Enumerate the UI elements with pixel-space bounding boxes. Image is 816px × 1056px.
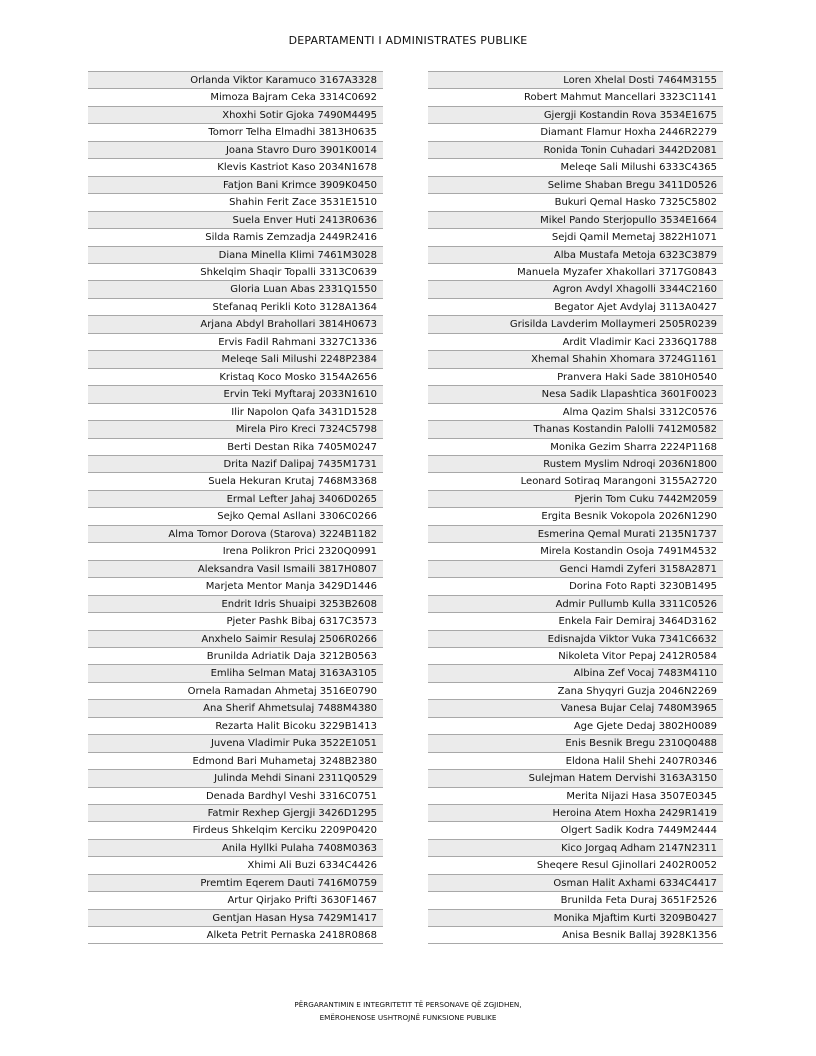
list-item: Albina Zef Vocaj 7483M4110 — [428, 664, 723, 681]
list-item: Kristaq Koco Mosko 3154A2656 — [88, 368, 383, 385]
list-item: Mikel Pando Sterjopullo 3534E1664 — [428, 211, 723, 228]
footer-line-2: EMËROHENOSE USHTROJNË FUNKSIONE PUBLIKE — [319, 1013, 497, 1022]
list-item: Olgert Sadik Kodra 7449M2444 — [428, 821, 723, 838]
list-item: Nesa Sadik Llapashtica 3601F0023 — [428, 385, 723, 402]
list-item: Xhemal Shahin Xhomara 3724G1161 — [428, 350, 723, 367]
list-item: Alba Mustafa Metoja 6323C3879 — [428, 246, 723, 263]
list-item: Enkela Fair Demiraj 3464D3162 — [428, 612, 723, 629]
list-item: Anxhelo Saimir Resulaj 2506R0266 — [88, 630, 383, 647]
list-item: Agron Avdyl Xhagolli 3344C2160 — [428, 280, 723, 297]
list-item: Klevis Kastriot Kaso 2034N1678 — [88, 158, 383, 175]
list-item: Irena Polikron Prici 2320Q0991 — [88, 542, 383, 559]
list-item: Merita Nijazi Hasa 3507E0345 — [428, 787, 723, 804]
list-item: Artur Qirjako Prifti 3630F1467 — [88, 891, 383, 908]
list-item: Drita Nazif Dalipaj 7435M1731 — [88, 455, 383, 472]
list-item: Bukuri Qemal Hasko 7325C5802 — [428, 193, 723, 210]
list-item: Xhimi Ali Buzi 6334C4426 — [88, 856, 383, 873]
list-item: Alketa Petrit Pernaska 2418R0868 — [88, 926, 383, 943]
list-item: Ornela Ramadan Ahmetaj 3516E0790 — [88, 682, 383, 699]
list-item: Sejdi Qamil Memetaj 3822H1071 — [428, 228, 723, 245]
list-item: Rezarta Halit Bicoku 3229B1413 — [88, 717, 383, 734]
list-item: Ermal Lefter Jahaj 3406D0265 — [88, 490, 383, 507]
list-item: Zana Shyqyri Guzja 2046N2269 — [428, 682, 723, 699]
list-item: Firdeus Shkelqim Kerciku 2209P0420 — [88, 821, 383, 838]
list-item: Kico Jorgaq Adham 2147N2311 — [428, 839, 723, 856]
list-item: Mirela Piro Kreci 7324C5798 — [88, 420, 383, 437]
list-item: Fatjon Bani Krimce 3909K0450 — [88, 176, 383, 193]
list-item: Denada Bardhyl Veshi 3316C0751 — [88, 787, 383, 804]
list-item: Ervis Fadil Rahmani 3327C1336 — [88, 333, 383, 350]
list-item: Grisilda Lavderim Mollaymeri 2505R0239 — [428, 315, 723, 332]
list-item: Gloria Luan Abas 2331Q1550 — [88, 280, 383, 297]
list-item: Meleqe Sali Milushi 6333C4365 — [428, 158, 723, 175]
list-item: Thanas Kostandin Palolli 7412M0582 — [428, 420, 723, 437]
list-item: Sulejman Hatem Dervishi 3163A3150 — [428, 769, 723, 786]
list-item: Alma Qazim Shalsi 3312C0576 — [428, 403, 723, 420]
list-item: Shkelqim Shaqir Topalli 3313C0639 — [88, 263, 383, 280]
list-item: Orlanda Viktor Karamuco 3167A3328 — [88, 71, 383, 88]
list-item: Alma Tomor Dorova (Starova) 3224B1182 — [88, 525, 383, 542]
list-item: Nikoleta Vitor Pepaj 2412R0584 — [428, 647, 723, 664]
list-item: Ergita Besnik Vokopola 2026N1290 — [428, 507, 723, 524]
list-item: Brunilda Feta Duraj 3651F2526 — [428, 891, 723, 908]
list-item: Ana Sherif Ahmetsulaj 7488M4380 — [88, 699, 383, 716]
list-item: Mimoza Bajram Ceka 3314C0692 — [88, 88, 383, 105]
list-item: Heroina Atem Hoxha 2429R1419 — [428, 804, 723, 821]
list-item: Enis Besnik Bregu 2310Q0488 — [428, 734, 723, 751]
list-item: Sejko Qemal Asllani 3306C0266 — [88, 507, 383, 524]
list-item: Age Gjete Dedaj 3802H0089 — [428, 717, 723, 734]
list-item: Edmond Bari Muhametaj 3248B2380 — [88, 752, 383, 769]
list-item: Diana Minella Klimi 7461M3028 — [88, 246, 383, 263]
list-item: Anila Hyllki Pulaha 7408M0363 — [88, 839, 383, 856]
list-item: Admir Pullumb Kulla 3311C0526 — [428, 595, 723, 612]
list-item: Fatmir Rexhep Gjergji 3426D1295 — [88, 804, 383, 821]
list-item: Mirela Kostandin Osoja 7491M4532 — [428, 542, 723, 559]
list-item: Premtim Eqerem Dauti 7416M0759 — [88, 874, 383, 891]
list-item: Ilir Napolon Qafa 3431D1528 — [88, 403, 383, 420]
list-item: Eldona Halil Shehi 2407R0346 — [428, 752, 723, 769]
page-title: DEPARTAMENTI I ADMINISTRATES PUBLIKE — [288, 34, 528, 47]
list-item: Meleqe Sali Milushi 2248P2384 — [88, 350, 383, 367]
list-item: Xhoxhi Sotir Gjoka 7490M4495 — [88, 106, 383, 123]
list-item: Edisnajda Viktor Vuka 7341C6632 — [428, 630, 723, 647]
list-item: Suela Enver Huti 2413R0636 — [88, 211, 383, 228]
list-item: Dorina Foto Rapti 3230B1495 — [428, 577, 723, 594]
list-item: Genci Hamdi Zyferi 3158A2871 — [428, 560, 723, 577]
list-item: Monika Gezim Sharra 2224P1168 — [428, 438, 723, 455]
list-item: Aleksandra Vasil Ismaili 3817H0807 — [88, 560, 383, 577]
list-item: Gjergji Kostandin Rova 3534E1675 — [428, 106, 723, 123]
list-item: Diamant Flamur Hoxha 2446R2279 — [428, 123, 723, 140]
list-item: Gentjan Hasan Hysa 7429M1417 — [88, 909, 383, 926]
list-item: Esmerina Qemal Murati 2135N1737 — [428, 525, 723, 542]
right-name-list — [428, 71, 723, 944]
list-item: Selime Shaban Bregu 3411D0526 — [428, 176, 723, 193]
list-item: Loren Xhelal Dosti 7464M3155 — [428, 71, 723, 88]
list-item: Julinda Mehdi Sinani 2311Q0529 — [88, 769, 383, 786]
list-item: Brunilda Adriatik Daja 3212B0563 — [88, 647, 383, 664]
list-item: Sheqere Resul Gjinollari 2402R0052 — [428, 856, 723, 873]
list-item: Pranvera Haki Sade 3810H0540 — [428, 368, 723, 385]
list-item: Silda Ramis Zemzadja 2449R2416 — [88, 228, 383, 245]
list-item: Monika Mjaftim Kurti 3209B0427 — [428, 909, 723, 926]
list-item: Arjana Abdyl Brahollari 3814H0673 — [88, 315, 383, 332]
list-item: Pjeter Pashk Bibaj 6317C3573 — [88, 612, 383, 629]
list-item: Anisa Besnik Ballaj 3928K1356 — [428, 926, 723, 943]
list-item: Endrit Idris Shuaipi 3253B2608 — [88, 595, 383, 612]
list-item: Emliha Selman Mataj 3163A3105 — [88, 664, 383, 681]
list-item: Manuela Myzafer Xhakollari 3717G0843 — [428, 263, 723, 280]
list-item: Rustem Myslim Ndroqi 2036N1800 — [428, 455, 723, 472]
list-item: Marjeta Mentor Manja 3429D1446 — [88, 577, 383, 594]
left-name-list — [88, 71, 383, 944]
list-item: Berti Destan Rika 7405M0247 — [88, 438, 383, 455]
list-item: Leonard Sotiraq Marangoni 3155A2720 — [428, 472, 723, 489]
list-item: Suela Hekuran Krutaj 7468M3368 — [88, 472, 383, 489]
list-item: Stefanaq Perikli Koto 3128A1364 — [88, 298, 383, 315]
list-item: Ardit Vladimir Kaci 2336Q1788 — [428, 333, 723, 350]
list-item: Begator Ajet Avdylaj 3113A0427 — [428, 298, 723, 315]
list-item: Shahin Ferit Zace 3531E1510 — [88, 193, 383, 210]
list-item: Ronida Tonin Cuhadari 3442D2081 — [428, 141, 723, 158]
list-item: Pjerin Tom Cuku 7442M2059 — [428, 490, 723, 507]
list-item: Tomorr Telha Elmadhi 3813H0635 — [88, 123, 383, 140]
list-item: Joana Stavro Duro 3901K0014 — [88, 141, 383, 158]
list-item: Juvena Vladimir Puka 3522E1051 — [88, 734, 383, 751]
list-item: Robert Mahmut Mancellari 3323C1141 — [428, 88, 723, 105]
list-item: Ervin Teki Myftaraj 2033N1610 — [88, 385, 383, 402]
list-item: Vanesa Bujar Celaj 7480M3965 — [428, 699, 723, 716]
list-item: Osman Halit Axhami 6334C4417 — [428, 874, 723, 891]
footer-line-1: PËRGARANTIMIN E INTEGRITETIT TË PERSONAVE QË ZGJIDHEN, — [294, 1000, 522, 1009]
